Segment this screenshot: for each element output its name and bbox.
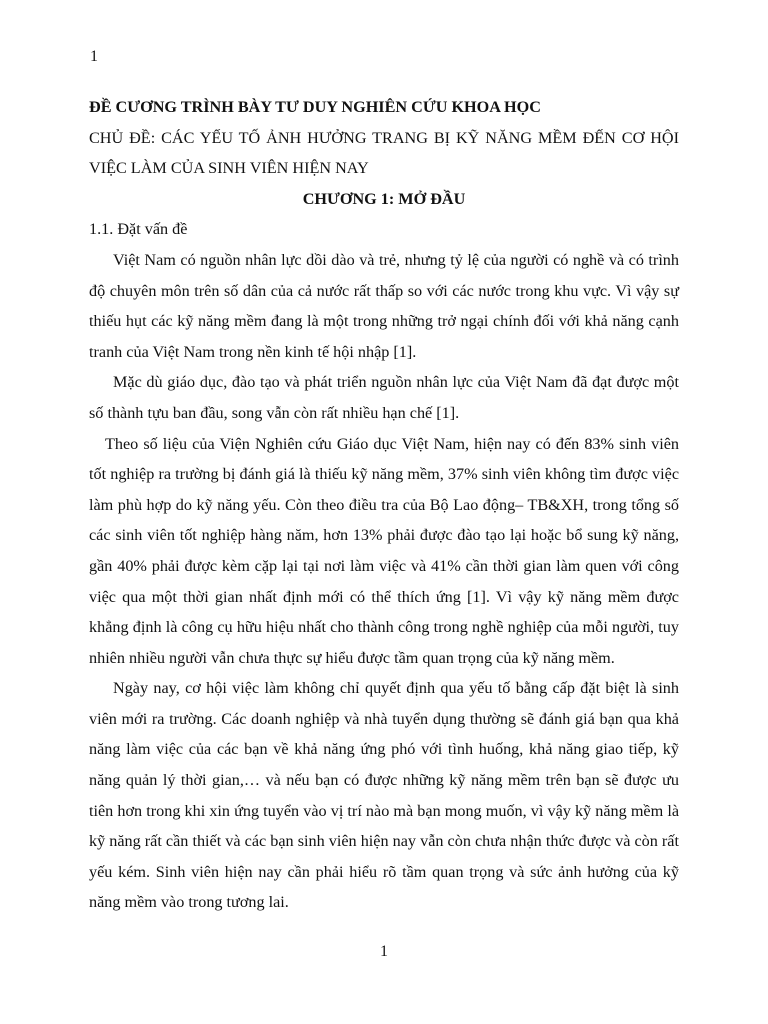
paragraph-3: Theo số liệu của Viện Nghiên cứu Giáo dục Việt Nam, hiện nay có đến 83% sinh viên tốt nghiệp ra trường bị đánh giá là thiếu kỹ năng mềm, 37% sinh viên không tìm được việc làm phù hợp do kỹ năng yếu. Còn theo điều tra của Bộ Lao động– TB&XH, trong tổng số các sinh viên tốt nghiệp hàng năm, hơn 13% phải được đào tạo lại hoặc bổ sung kỹ năng, gần 40% phải được kèm cặp lại tại nơi làm việc và 41% cần thời gian làm quen với công việc qua một thời gian nhất định mới có thể thích ứng [1]. Vì vậy kỹ năng mềm được khẳng định là công cụ hữu hiệu nhất cho thành công trong nghề nghiệp của mỗi người, tuy nhiên nhiều người vẫn chưa thực sự hiểu được tầm quan trọng của kỹ năng mềm. bbox=[89, 434, 679, 667]
section-heading: 1.1. Đặt vấn đề bbox=[89, 220, 188, 239]
header-page-number: 1 bbox=[90, 48, 98, 65]
document-topic: CHỦ ĐỀ: CÁC YẾU TỐ ẢNH HƯỞNG TRANG BỊ KỸ NĂNG MỀM ĐẾN CƠ HỘI VIỆC LÀM CỦA SINH VIÊN HIỆN NAY bbox=[89, 128, 679, 178]
document-body bbox=[89, 92, 679, 918]
paragraph-1: Việt Nam có nguồn nhân lực dồi dào và trẻ, nhưng tỷ lệ của người có nghề và có trình độ chuyên môn trên số dân của cả nước rất thấp so với các nước trong khu vực. Vì vậy sự thiếu hụt các kỹ năng mềm đang là một trong những trở ngại chính đối với khả năng cạnh tranh của Việt Nam trong nền kinh tế hội nhập [1]. bbox=[89, 250, 679, 361]
paragraph-4: Ngày nay, cơ hội việc làm không chỉ quyết định qua yếu tố bằng cấp đặt biệt là sinh viên mới ra trường. Các doanh nghiệp và nhà tuyển dụng thường sẽ đánh giá bạn qua khả năng làm việc của các bạn về khả năng ứng phó với tình huống, khả năng giao tiếp, kỹ năng quản lý thời gian,… và nếu bạn có được những kỹ năng mềm trên bạn sẽ được ưu tiên hơn trong khi xin ứng tuyển vào vị trí nào mà bạn mong muốn, vì vậy kỹ năng mềm là kỹ năng rất cần thiết và các bạn sinh viên hiện nay vẫn còn chưa nhận thức được và còn rất yếu kém. Sinh viên hiện nay cần phải hiểu rõ tầm quan trọng và sức ảnh hưởng của kỹ năng mềm vào trong tương lai. bbox=[89, 679, 679, 912]
footer-page-number bbox=[0, 942, 768, 962]
footer-page-number-text: 1 bbox=[380, 943, 388, 960]
paragraph-2: Mặc dù giáo dục, đào tạo và phát triển nguồn nhân lực của Việt Nam đã đạt được một số thành tựu ban đầu, song vẫn còn rất nhiều hạn chế [1]. bbox=[89, 373, 679, 422]
chapter-heading: CHƯƠNG 1: MỞ ĐẦU bbox=[302, 189, 466, 208]
document-title: ĐỀ CƯƠNG TRÌNH BÀY TƯ DUY NGHIÊN CỨU KHOA HỌC bbox=[89, 98, 541, 116]
